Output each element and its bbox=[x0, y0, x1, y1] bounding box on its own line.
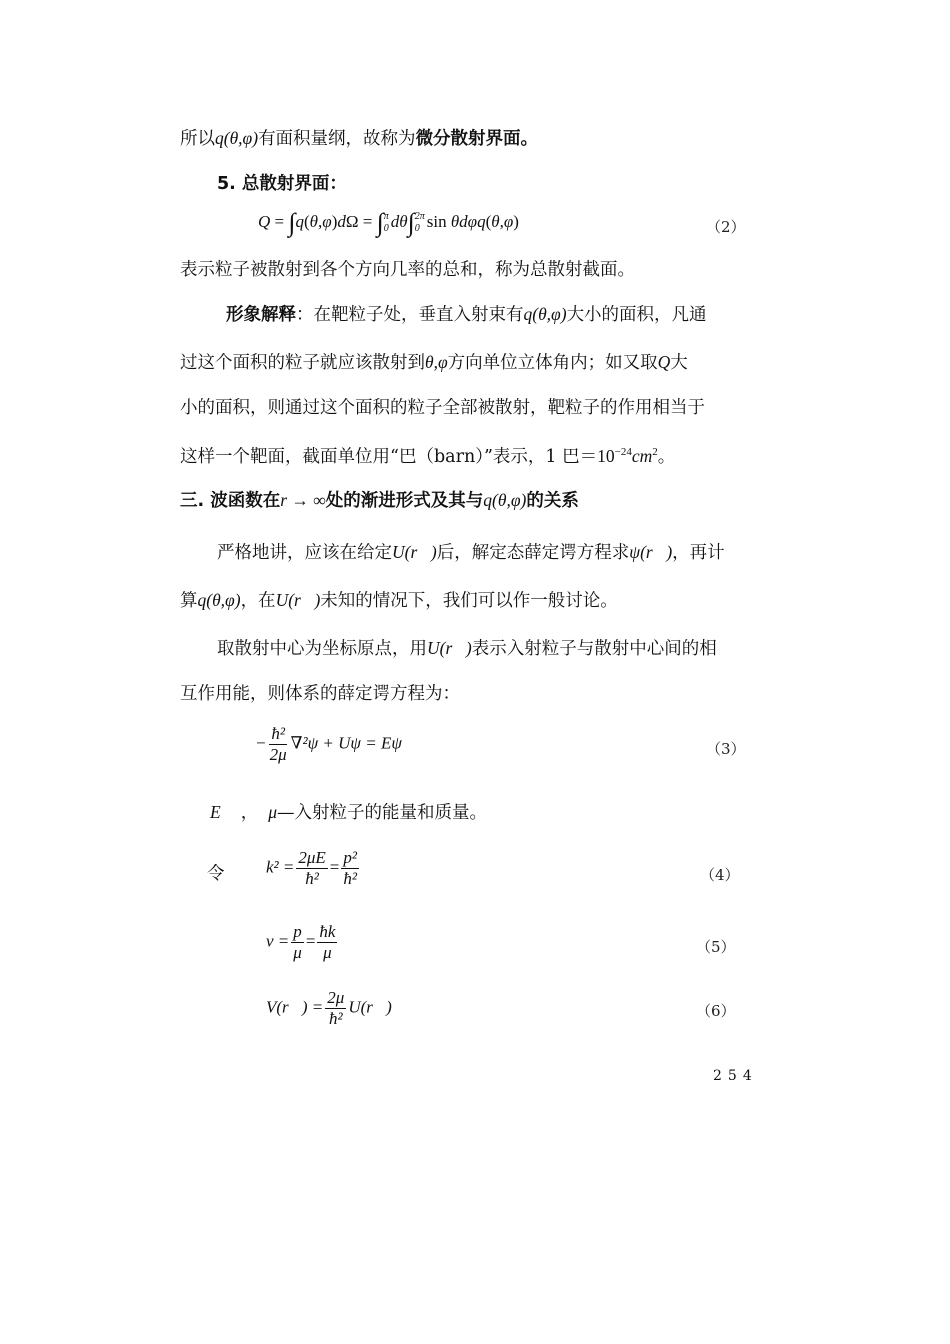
text-line-total: 表示粒子被散射到各个方向几率的总和，称为总散射截面。 bbox=[180, 260, 635, 280]
bold-term: 微分散射界面。 bbox=[415, 129, 539, 149]
text: 有面积量纲，故称为 bbox=[258, 129, 416, 149]
equation-number-2: （2） bbox=[706, 218, 746, 236]
text-line-explain-4: 这样一个靶面，截面单位用“巴（barn）”表示，1 巴$=10^{-24}cm^2$。 bbox=[180, 445, 676, 467]
heading-total-cross-section: 5. 总散射界面： bbox=[217, 174, 347, 194]
text-line-explain-1: 形象解释：在靶粒子处，垂直入射束有q(θ,φ)大小的面积，凡通 bbox=[226, 304, 707, 325]
equation-4: k² = $\frac{2\mu E}{\text{ħ²}}$ = $\frac{\text{p²}}{\text{ħ²}}$ bbox=[266, 848, 357, 888]
section-heading-3: 三. 波函数在r → ∞处的渐进形式及其与q(θ,φ)的关系 bbox=[180, 490, 579, 511]
math-q: q(θ,φ) bbox=[215, 128, 259, 148]
equation-number-6: （6） bbox=[696, 1002, 736, 1020]
equation-5: v = $\frac{p}{\mu}$ = $\frac{ħk}{\mu}$ bbox=[266, 922, 336, 962]
text-line-explain-2: 过这个面积的粒子就应该散射到θ,φ方向单位立体角内；如又取Q大 bbox=[180, 352, 688, 373]
text-line-explain-3: 小的面积，则通过这个面积的粒子全部被散射，靶粒子的作用相当于 bbox=[180, 398, 705, 418]
text-line-1 bbox=[180, 126, 760, 151]
equation-3: − $\frac{\text{ħ²}}{2\mu}$ ∇²ψ + Uψ = Eψ bbox=[256, 724, 402, 764]
text-line-energy-mass: E ， μ—入射粒子的能量和质量。 bbox=[210, 802, 487, 823]
equation-number-4: （4） bbox=[700, 866, 740, 884]
text-ling: 令 bbox=[207, 864, 225, 884]
text-line-strict-1: 严格地讲，应该在给定U(r⃗)后，解定态薛定谔方程求ψ(r⃗)，再计 bbox=[217, 542, 725, 563]
equation-number-5: （5） bbox=[696, 938, 736, 956]
text: 所以 bbox=[180, 129, 215, 149]
equation-number-3: （3） bbox=[706, 740, 746, 758]
equation-6: V(r⃗) = $\frac{2\mu}{\text{ħ²}}$ U(r⃗) bbox=[266, 988, 392, 1028]
text-line-origin-1: 取散射中心为坐标原点，用U(r⃗)表示入射粒子与散射中心间的相 bbox=[217, 638, 717, 659]
text-line-strict-2: 算q(θ,φ)，在U(r⃗)未知的情况下，我们可以作一般讨论。 bbox=[180, 590, 618, 611]
equation-2: Q = ∫q(θ,φ)dΩ = ∫ π 0 dθ∫ 2π 0 sin θdφq(θ,φ) bbox=[258, 208, 519, 237]
text-line-origin-2: 互作用能，则体系的薛定谔方程为： bbox=[180, 684, 460, 704]
page-number: 254 bbox=[713, 1068, 758, 1084]
